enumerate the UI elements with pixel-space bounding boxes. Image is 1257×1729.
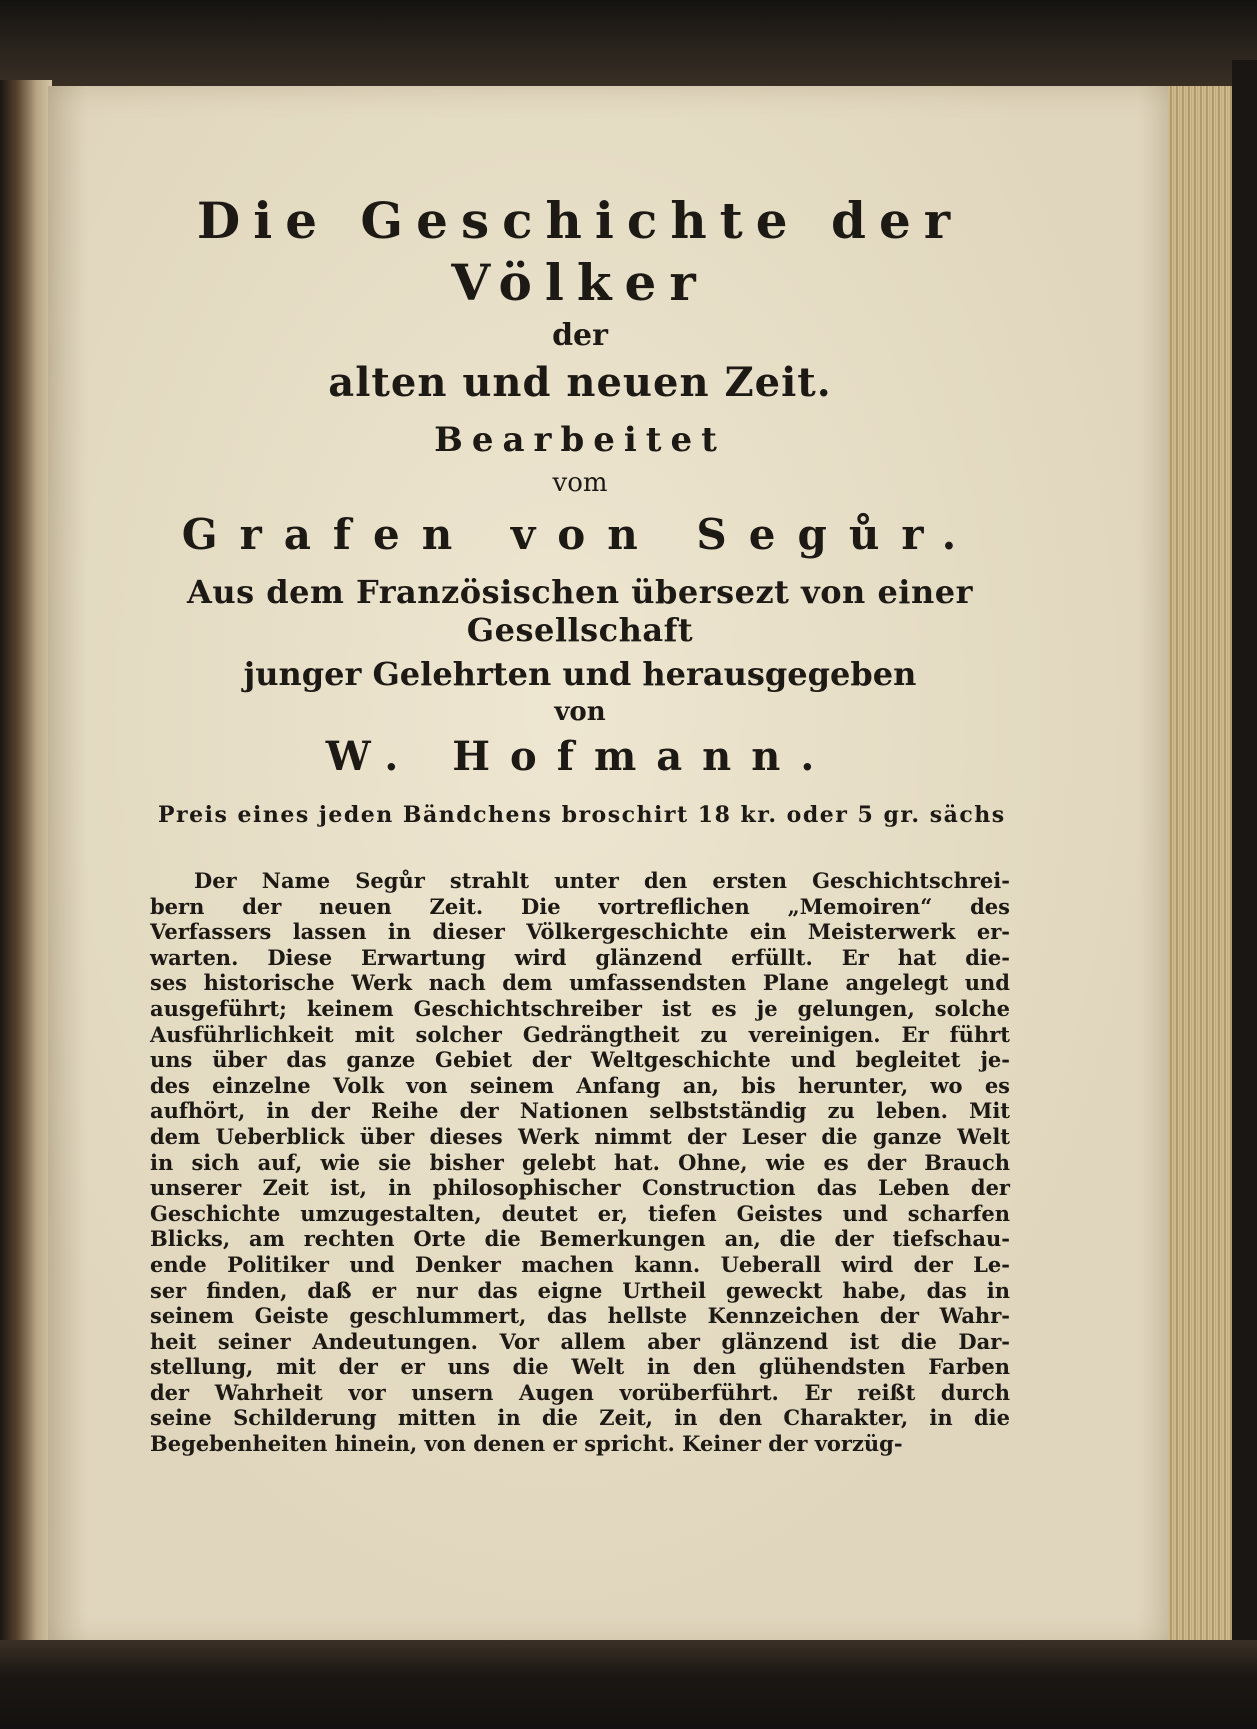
paragraph-line: Ausführlichkeit mit solcher Gedrängtheit zu vereinigen. Er führt — [150, 1021, 1010, 1047]
paragraph-line: ser finden, daß er nur das eigne Urtheil geweckt habe, das in — [150, 1277, 1010, 1303]
paragraph-line: Der Name Segůr strahlt unter den ersten Geschichtschrei- — [194, 868, 1010, 893]
editor-name: W. Hofmann. — [325, 733, 835, 780]
title-connector: der — [552, 318, 608, 353]
bearbeitet-label: Bearbeitet — [434, 420, 726, 460]
vom-label: vom — [552, 468, 608, 498]
paragraph-line: Geschichte umzugestalten, deutet er, tiefen Geistes und scharfen — [150, 1200, 1010, 1226]
paragraph-line: warten. Diese Erwartung wird glänzend erfüllt. Er hat die- — [150, 944, 1010, 970]
page-content — [150, 190, 1010, 1457]
price-line: Preis eines jeden Bändchens broschirt 18 kr. oder 5 gr. sächs — [158, 802, 1006, 828]
paragraph-line: seine Schilderung mitten in die Zeit, in den Charakter, in die — [150, 1405, 1010, 1431]
page-subtitle: alten und neuen Zeit. — [328, 359, 832, 406]
book-cover-bottom — [0, 1640, 1257, 1729]
book-cover-right — [1232, 60, 1257, 1729]
page-title: Die Geschichte der Völker — [196, 191, 964, 312]
paragraph-line: in sich auf, wie sie bisher gelebt hat. Ohne, wie es der Brauch — [150, 1149, 1010, 1175]
page-fore-edge — [1168, 86, 1234, 1661]
paragraph-line: bern der neuen Zeit. Die vortreflichen „Memoiren“ des — [150, 893, 1010, 919]
paragraph-line: uns über das ganze Gebiet der Weltgeschichte und begleitet je- — [150, 1047, 1010, 1073]
translation-note-line2: junger Gelehrten und herausgegeben — [243, 655, 917, 693]
paragraph-line: seinem Geiste geschlummert, das hellste Kennzeichen der Wahr- — [150, 1303, 1010, 1329]
paragraph-line: der Wahrheit vor unsern Augen vorüberführt. Er reißt durch — [150, 1379, 1010, 1405]
paragraph-line: Begebenheiten hinein, von denen er spricht. Keiner der vorzüg- — [150, 1431, 903, 1457]
translation-note-line1: Aus dem Französischen übersezt von einer Gesellschaft — [187, 573, 973, 649]
paragraph-line: heit seiner Andeutungen. Vor allem aber glänzend ist die Dar- — [150, 1328, 1010, 1354]
book-gutter — [0, 80, 52, 1640]
author-name: Grafen von Segůr. — [181, 510, 979, 559]
book-cover-top — [0, 0, 1257, 92]
paragraph-line: aufhört, in der Reihe der Nationen selbstständig zu leben. Mit — [150, 1098, 1010, 1124]
paragraph-line: Blicks, am rechten Orte die Bemerkungen an, die der tiefschau- — [150, 1226, 1010, 1252]
paragraph-line: dem Ueberblick über dieses Werk nimmt der Leser die ganze Welt — [150, 1123, 1010, 1149]
description-paragraph — [150, 868, 1010, 1457]
paragraph-line: ende Politiker und Denker machen kann. Ueberall wird der Le- — [150, 1251, 1010, 1277]
paragraph-line: Verfassers lassen in dieser Völkergeschichte ein Meisterwerk er- — [150, 919, 1010, 945]
paragraph-line: ses historische Werk nach dem umfassendsten Plane angelegt und — [150, 970, 1010, 996]
paragraph-line: stellung, mit der er uns die Welt in den glühendsten Farben — [150, 1354, 1010, 1380]
von-label: von — [554, 697, 606, 727]
paragraph-line: unserer Zeit ist, in philosophischer Construction das Leben der — [150, 1175, 1010, 1201]
paragraph-line: des einzelne Volk von seinem Anfang an, bis herunter, wo es — [150, 1072, 1010, 1098]
paragraph-line: ausgeführt; keinem Geschichtschreiber ist es je gelungen, solche — [150, 995, 1010, 1021]
